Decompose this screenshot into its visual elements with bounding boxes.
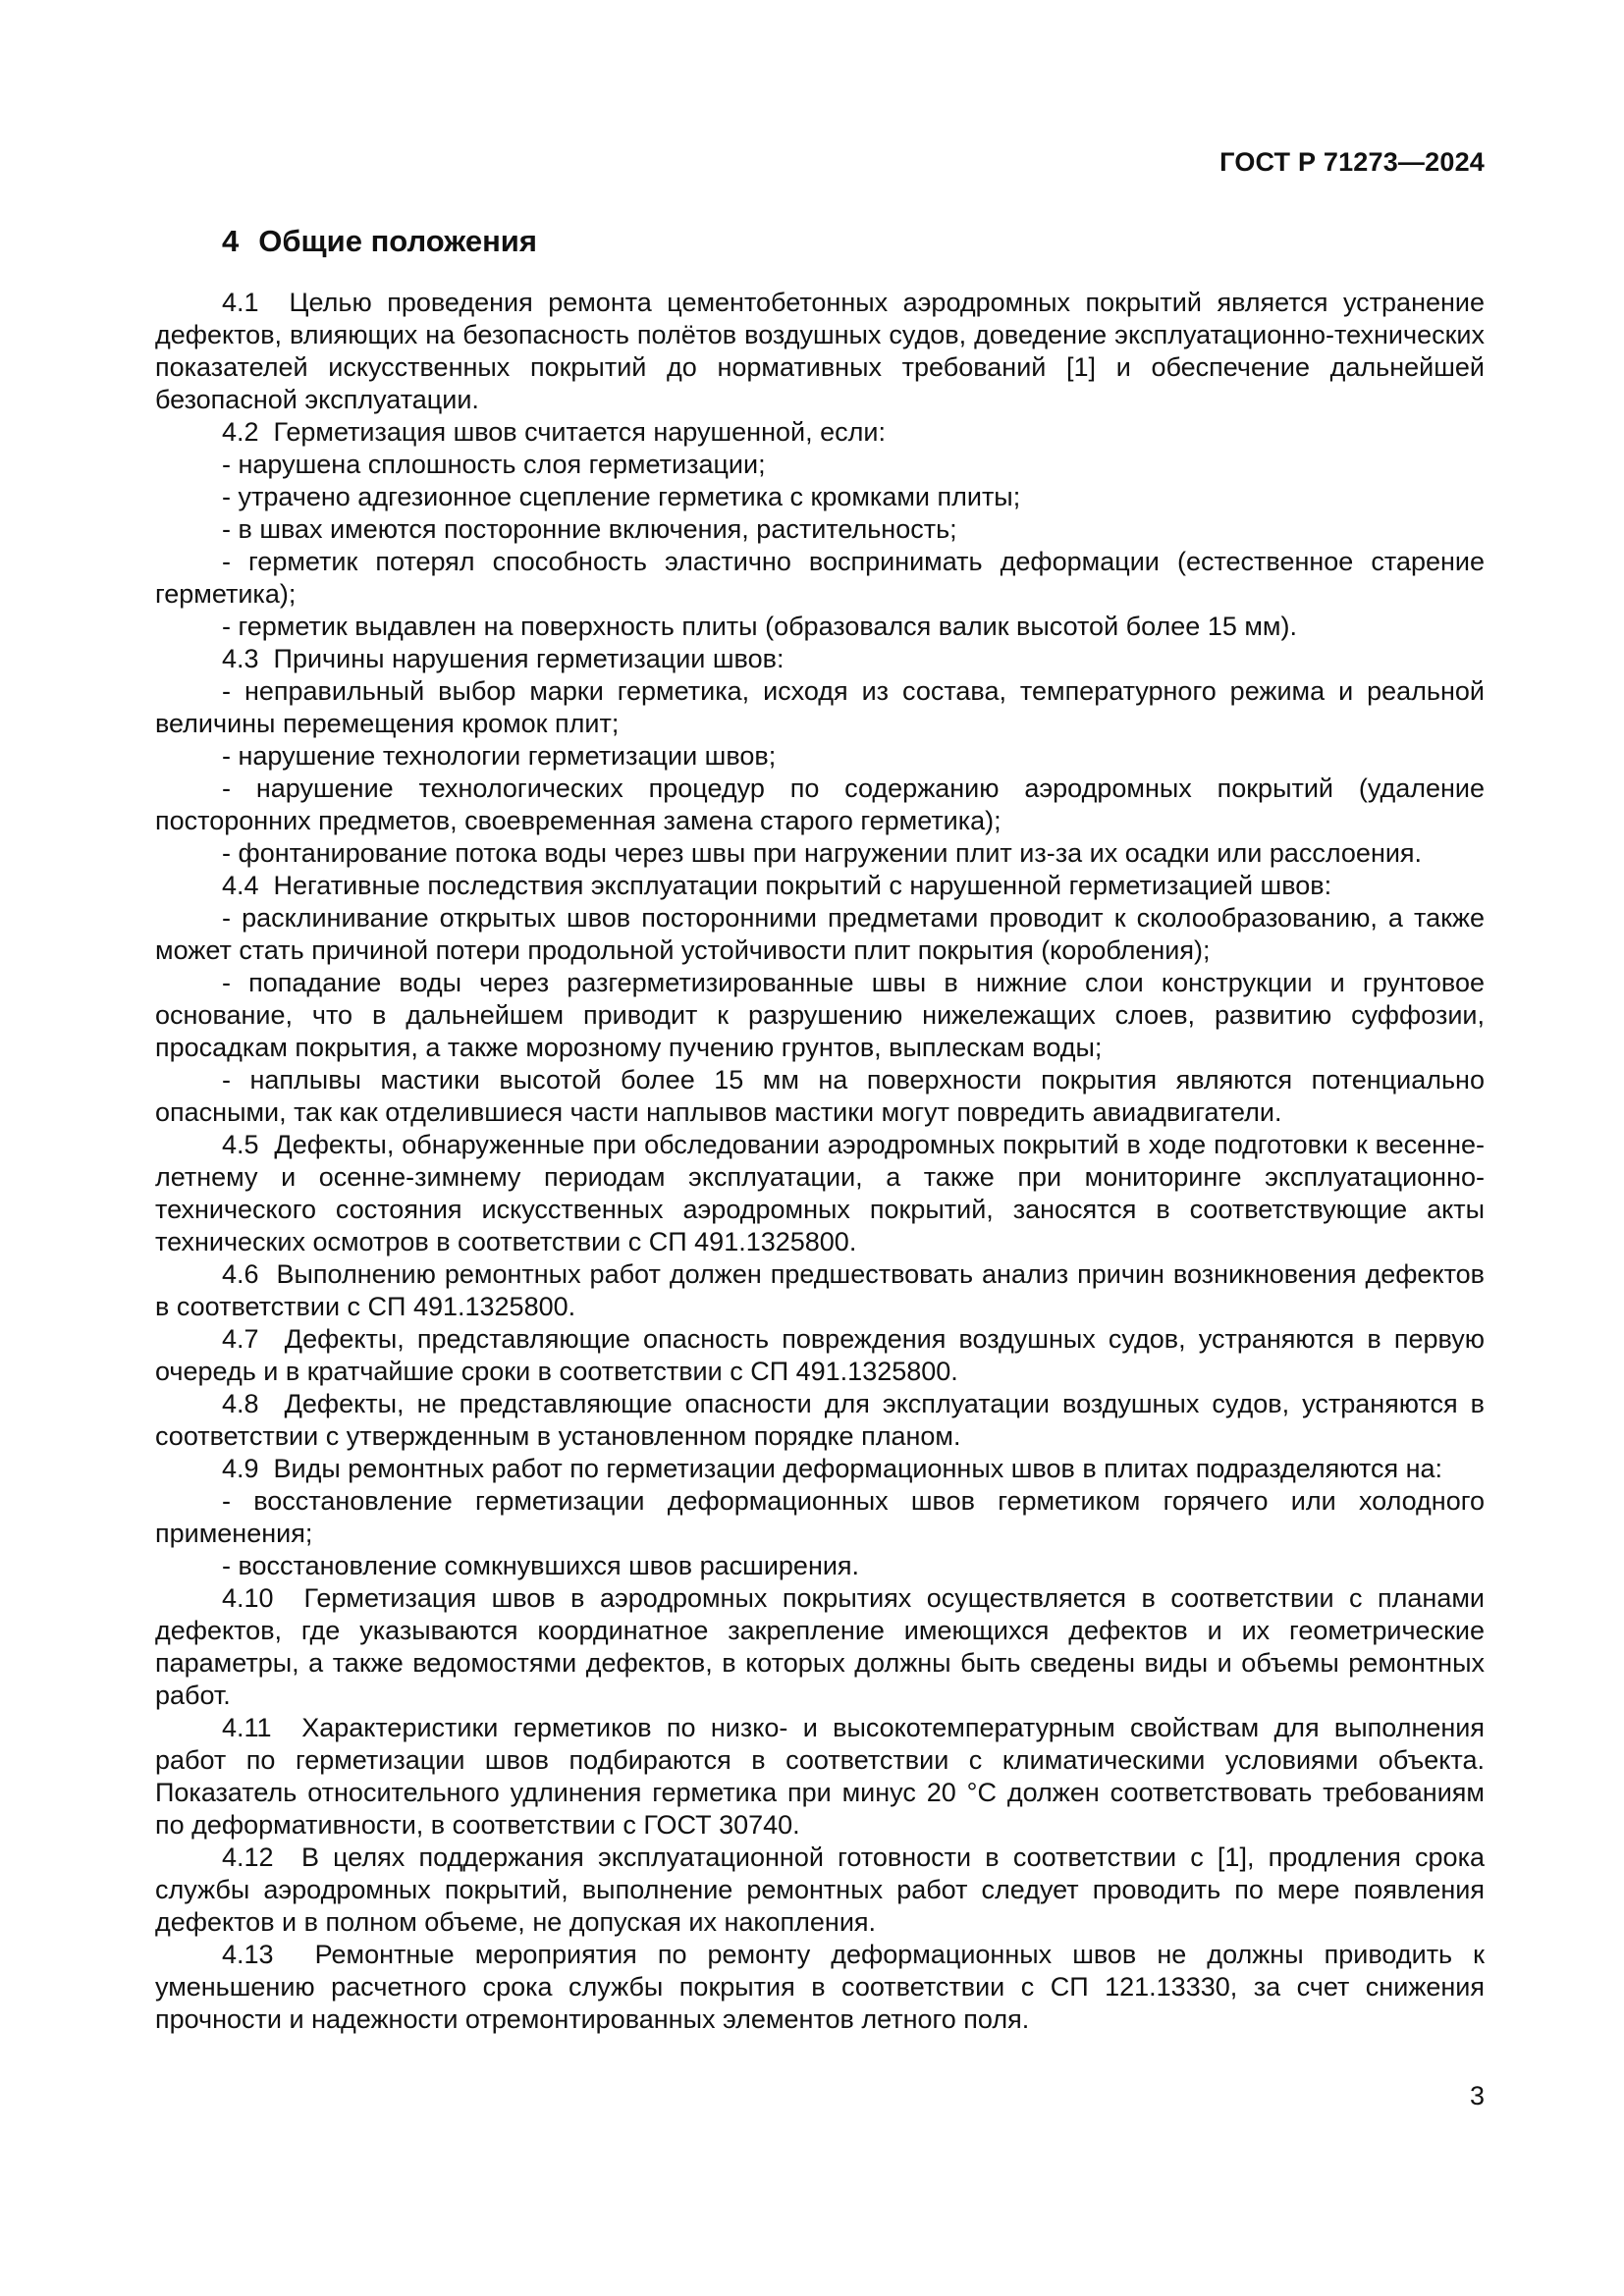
paragraph: 4.1 Целью проведения ремонта цементобетонных аэродромных покрытий является устранение дефектов, влияющих на безопасность полётов воздушных судов, доведение эксплуатационно-технических показателей искусственных покрытий до нормативных требований [1] и обеспечение дальнейшей безопасной эксплуатации.: [155, 288, 1485, 414]
paragraph: - нарушение технологии герметизации швов;: [222, 741, 777, 771]
paragraph: 4.11 Характеристики герметиков по низко- и высокотемпературным свойствам для выполнения работ по герметизации швов подбираются в соответствии с климатическими условиями объекта. Показатель относительного удлинения герметика при минус 20 °С должен соответствовать требованиям по деформативности, в соответствии с ГОСТ 30740.: [155, 1713, 1485, 1840]
paragraph: - нарушение технологических процедур по содержанию аэродромных покрытий (удаление посторонних предметов, своевременная замена старого герметика);: [155, 774, 1485, 835]
section-number: 4: [222, 224, 240, 258]
paragraph: 4.9 Виды ремонтных работ по герметизации деформационных швов в плитах подразделяются на:: [222, 1454, 1443, 1483]
document-body: [155, 287, 1485, 2036]
paragraph: 4.4 Негативные последствия эксплуатации покрытий с нарушенной герметизацией швов:: [222, 871, 1332, 900]
paragraph: - герметик потерял способность эластично воспринимать деформации (естественное старение герметика);: [155, 547, 1485, 609]
paragraph: - наплывы мастики высотой более 15 мм на поверхности покрытия являются потенциально опасными, так как отделившиеся части наплывов мастики могут повредить авиадвигатели.: [155, 1065, 1485, 1127]
paragraph: - расклинивание открытых швов посторонними предметами проводит к сколообразованию, а также может стать причиной потери продольной устойчивости плит покрытия (коробления);: [155, 903, 1485, 965]
page-footer: [155, 2081, 1485, 2111]
paragraph: 4.8 Дефекты, не представляющие опасности для эксплуатации воздушных судов, устраняются в соответствии с утвержденным в установленном порядке планом.: [155, 1389, 1485, 1451]
paragraph: - фонтанирование потока воды через швы при нагружении плит из-за их осадки или расслоения.: [222, 838, 1423, 868]
paragraph: - неправильный выбор марки герметика, исходя из состава, температурного режима и реальной величины перемещения кромок плит;: [155, 676, 1485, 738]
paragraph: - утрачено адгезионное сцепление герметика с кромками плиты;: [222, 482, 1021, 511]
paragraph: 4.13 Ремонтные мероприятия по ремонту деформационных швов не должны приводить к уменьшению расчетного срока службы покрытия в соответствии с СП 121.13330, за счет снижения прочности и надежности отремонтированных элементов летного поля.: [155, 1940, 1485, 2034]
paragraph: - в швах имеются посторонние включения, растительность;: [222, 514, 957, 544]
paragraph: - герметик выдавлен на поверхность плиты (образовался валик высотой более 15 мм).: [222, 612, 1297, 641]
page-number: 3: [1469, 2081, 1485, 2110]
section-title: Общие положения: [258, 224, 537, 258]
paragraph: 4.10 Герметизация швов в аэродромных покрытиях осуществляется в соответствии с планами дефектов, где указываются координатное закрепление имеющихся дефектов и их геометрические параметры, а также ведомостями дефектов, в которых должны быть сведены виды и объемы ремонтных работ.: [155, 1583, 1485, 1710]
paragraph: 4.5 Дефекты, обнаруженные при обследовании аэродромных покрытий в ходе подготовки к весенне-летнему и осенне-зимнему периодам эксплуатации, а также при мониторинге эксплуатационно-технического состояния искусственных аэродромных покрытий, заносятся в соответствующие акты технических осмотров в соответствии с СП 491.1325800.: [155, 1130, 1485, 1256]
paragraph: - попадание воды через разгерметизированные швы в нижние слои конструкции и грунтовое основание, что в дальнейшем приводит к разрушению нижележащих слоев, развитию суффозии, просадкам покрытия, а также морозному пучению грунтов, выплескам воды;: [155, 968, 1485, 1062]
paragraph: 4.2 Герметизация швов считается нарушенной, если:: [222, 417, 886, 447]
paragraph: 4.6 Выполнению ремонтных работ должен предшествовать анализ причин возникновения дефектов в соответствии с СП 491.1325800.: [155, 1259, 1485, 1321]
document-header: [155, 147, 1485, 178]
paragraph: 4.7 Дефекты, представляющие опасность повреждения воздушных судов, устраняются в первую очередь и в кратчайшие сроки в соответствии с СП 491.1325800.: [155, 1324, 1485, 1386]
paragraph: 4.12 В целях поддержания эксплуатационной готовности в соответствии с [1], продления срока службы аэродромных покрытий, выполнение ремонтных работ следует проводить по мере появления дефектов и в полном объеме, не допуская их накопления.: [155, 1842, 1485, 1937]
paragraph: 4.3 Причины нарушения герметизации швов:: [222, 644, 785, 673]
section-heading: [155, 224, 1551, 259]
paragraph: - нарушена сплошность слоя герметизации;: [222, 450, 766, 479]
standard-number: ГОСТ Р 71273—2024: [1219, 147, 1485, 177]
paragraph: - восстановление сомкнувшихся швов расширения.: [222, 1551, 860, 1580]
paragraph: - восстановление герметизации деформационных швов герметиком горячего или холодного применения;: [155, 1486, 1485, 1548]
